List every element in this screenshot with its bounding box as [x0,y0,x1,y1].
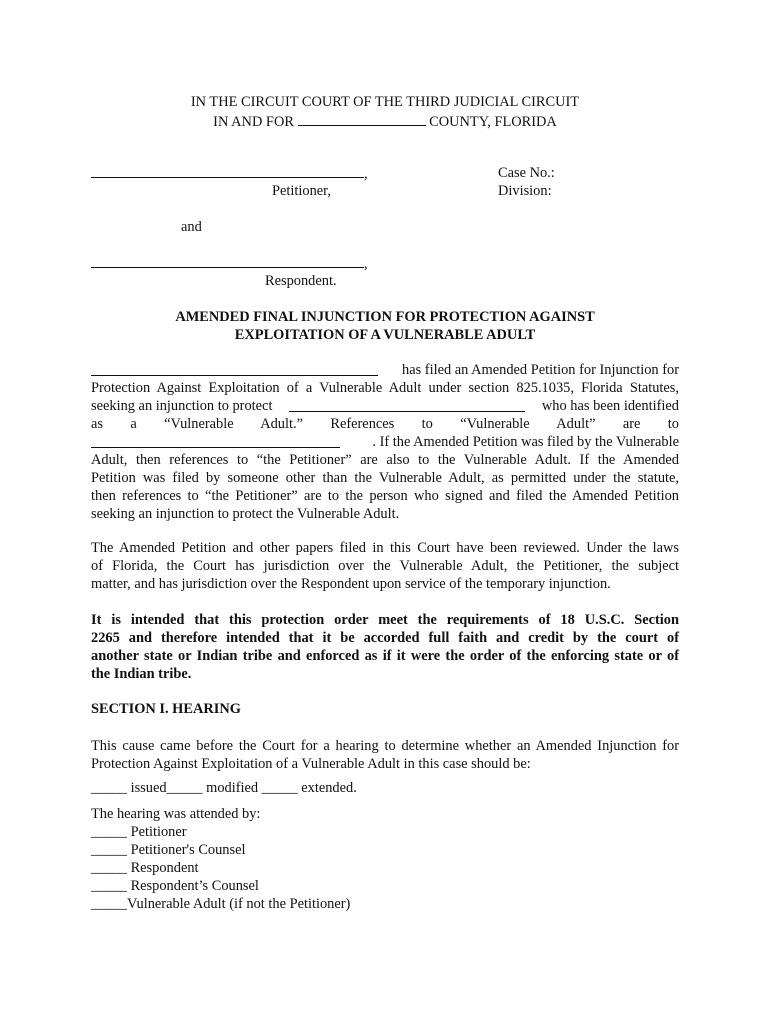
intro-text-1: has filed an Amended Petition for Injunction for [402,362,679,378]
petitioner-line [91,163,368,183]
attendee-respondent: _____ Respondent [91,860,199,876]
case-number-label: Case No.: [498,165,555,181]
respondent-comma: , [364,256,368,272]
hearing-line-1: This cause came before the Court for a hearing to determine whether an Amended Injunction for [91,738,679,754]
intro-text-3a: seeking an injunction to protect [91,398,273,414]
respondent-label: Respondent. [265,273,337,289]
intro-line-1 [91,361,679,379]
intro-line-9: seeking an injunction to protect the Vulnerable Adult. [91,506,400,522]
respondent-name-blank [91,253,364,268]
federal-line-4: the Indian tribe. [91,666,192,682]
document-title-line-1: AMENDED FINAL INJUNCTION FOR PROTECTION AGAINST [175,309,595,325]
hearing-paragraph [91,737,679,773]
full-faith-credit-paragraph [91,611,679,683]
review-paragraph [91,539,679,593]
court-heading-line-1: IN THE CIRCUIT COURT OF THE THIRD JUDICIAL CIRCUIT [190,94,580,110]
intro-line-3 [91,397,679,415]
attendee-respondent-counsel: _____ Respondent’s Counsel [91,878,259,894]
intro-text-5: . If the Amended Petition was filed by the Vulnerable [372,434,679,450]
intro-line-7: Petition was filed by someone other than the Vulnerable Adult, as permitted under the statute, [91,470,679,486]
section-1-heading: SECTION I. HEARING [91,701,241,717]
protected-person-blank [289,397,525,412]
review-line-2: of Florida, the Court has jurisdiction over the Vulnerable Adult, the Petitioner, the subject [91,558,679,574]
court-heading-suffix: COUNTY, FLORIDA [429,114,557,130]
federal-line-3: another state or Indian tribe and enforced as if it were the order of the enforcing state or of [91,648,679,664]
attendee-vulnerable-adult: _____Vulnerable Adult (if not the Petitioner) [91,896,351,912]
hearing-line-2: Protection Against Exploitation of a Vulnerable Adult in this case should be: [91,756,531,772]
petitioner-name-blank [91,163,364,178]
federal-line-1: It is intended that this protection order meet the requirements of 18 U.S.C. Section [91,612,679,628]
petitioner-comma: , [364,166,368,182]
intro-line-4: as a “Vulnerable Adult.” References to “Vulnerable Adult” are to [91,416,679,432]
attendee-petitioner: _____ Petitioner [91,824,187,840]
federal-line-2: 2265 and therefore intended that it be accorded full faith and credit by the court of [91,630,679,646]
petitioner-label: Petitioner, [272,183,331,199]
intro-line-2: Protection Against Exploitation of a Vulnerable Adult under section 825.1035, Florida Statutes, [91,380,679,396]
intro-line-6: Adult, then references to “the Petitioner” are also to the Vulnerable Adult. If the Amended [91,452,679,468]
county-blank [298,111,426,126]
review-line-3: matter, and has jurisdiction over the Respondent upon service of the temporary injunction. [91,576,611,592]
court-heading-prefix: IN AND FOR [213,114,294,130]
court-heading-line-2 [0,111,770,131]
and-text: and [181,219,202,235]
filer-name-blank [91,361,378,376]
injunction-options: _____ issued_____ modified _____ extended. [91,780,357,796]
intro-paragraph [91,361,679,523]
attended-by-label: The hearing was attended by: [91,806,261,822]
vulnerable-adult-blank [91,433,340,448]
intro-line-8: then references to “the Petitioner” are to the person who signed and filed the Amended Petition [91,488,679,504]
intro-line-5 [91,433,679,451]
respondent-line [91,253,368,273]
intro-text-3b: who has been identified [541,398,679,414]
division-label: Division: [498,183,552,199]
attendee-petitioner-counsel: _____ Petitioner's Counsel [91,842,246,858]
document-title-line-2: EXPLOITATION OF A VULNERABLE ADULT [234,327,536,343]
review-line-1: The Amended Petition and other papers filed in this Court have been reviewed. Under the laws [91,540,679,556]
